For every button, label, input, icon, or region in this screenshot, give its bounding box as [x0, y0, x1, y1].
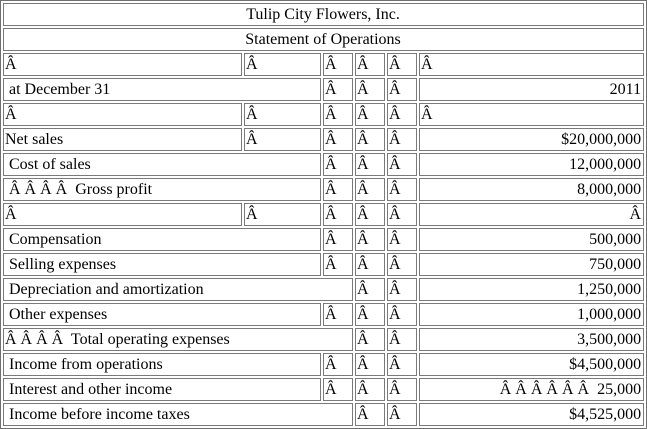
- spacer-cell: Â: [3, 203, 242, 226]
- spacer-cell: Â: [323, 153, 353, 176]
- spacer-cell: Â: [244, 53, 321, 76]
- row-value: 1,000,000: [419, 303, 644, 326]
- spacer-cell: Â: [387, 128, 417, 151]
- spacer-cell: Â: [323, 353, 353, 376]
- spacer-cell: Â: [323, 178, 353, 201]
- row-value: $4,525,000: [419, 403, 644, 426]
- table-row: [3, 53, 644, 76]
- spacer-cell: Â: [244, 103, 321, 126]
- spacer-cell: Â: [387, 278, 417, 301]
- spacer-cell: Â: [419, 103, 644, 126]
- spacer-cell: Â: [355, 103, 385, 126]
- row-value: 12,000,000: [419, 153, 644, 176]
- table-row: [3, 153, 644, 176]
- spacer-cell: Â: [323, 103, 353, 126]
- spacer-cell: Â: [244, 203, 321, 226]
- spacer-cell: Â: [355, 78, 385, 101]
- spacer-cell: Â: [355, 178, 385, 201]
- spacer-cell: Â: [387, 253, 417, 276]
- spacer-cell: Â: [244, 128, 321, 151]
- row-label: Other expenses: [3, 303, 321, 326]
- row-label: Â Â Â Â Total operating expenses: [3, 328, 353, 351]
- spacer-cell: Â: [323, 53, 353, 76]
- table-row: [3, 303, 644, 326]
- spacer-cell: Â: [323, 203, 353, 226]
- spacer-cell: Â: [387, 178, 417, 201]
- row-value: 2011: [419, 78, 644, 101]
- table-subtitle: Statement of Operations: [3, 28, 644, 51]
- spacer-cell: Â: [323, 378, 353, 401]
- table-row: [3, 78, 644, 101]
- row-value: 500,000: [419, 228, 644, 251]
- spacer-cell: Â: [323, 228, 353, 251]
- row-value: Â Â Â Â Â Â 25,000: [419, 378, 644, 401]
- spacer-cell: Â: [3, 103, 242, 126]
- table-row: [3, 28, 644, 51]
- spacer-cell: Â: [355, 228, 385, 251]
- row-label: Income from operations: [3, 353, 321, 376]
- row-value: 1,250,000: [419, 278, 644, 301]
- table-row: [3, 103, 644, 126]
- row-label: Compensation: [3, 228, 321, 251]
- table-row: [3, 328, 644, 351]
- table-row: [3, 228, 644, 251]
- spacer-cell: Â: [323, 253, 353, 276]
- spacer-cell: Â: [355, 278, 385, 301]
- row-label: Selling expenses: [3, 253, 321, 276]
- spacer-cell: Â: [355, 403, 385, 426]
- spacer-cell: Â: [387, 303, 417, 326]
- spacer-cell: Â: [419, 53, 644, 76]
- spacer-cell: Â: [387, 53, 417, 76]
- spacer-cell: Â: [355, 203, 385, 226]
- spacer-cell: Â: [355, 353, 385, 376]
- row-value: 3,500,000: [419, 328, 644, 351]
- table-row: [3, 353, 644, 376]
- spacer-cell: Â: [355, 328, 385, 351]
- spacer-cell: Â: [387, 228, 417, 251]
- row-label: Income before income taxes: [3, 403, 353, 426]
- table-row: [3, 253, 644, 276]
- spacer-cell: Â: [355, 153, 385, 176]
- spacer-cell: Â: [355, 128, 385, 151]
- spacer-cell: Â: [387, 153, 417, 176]
- row-value: $4,500,000: [419, 353, 644, 376]
- table-row: [3, 3, 644, 26]
- table-row: [3, 278, 644, 301]
- spacer-cell: Â: [387, 403, 417, 426]
- spacer-cell: Â: [323, 303, 353, 326]
- spacer-cell: Â: [387, 353, 417, 376]
- spacer-cell: Â: [355, 303, 385, 326]
- spacer-cell: Â: [355, 253, 385, 276]
- row-value: 8,000,000: [419, 178, 644, 201]
- table-title: Tulip City Flowers, Inc.: [3, 3, 644, 26]
- spacer-cell: Â: [387, 78, 417, 101]
- spacer-cell: Â: [387, 103, 417, 126]
- row-label: at December 31: [3, 78, 321, 101]
- row-label: Depreciation and amortization: [3, 278, 353, 301]
- table-row: [3, 128, 644, 151]
- table-row: [3, 203, 644, 226]
- spacer-cell: Â: [323, 128, 353, 151]
- table-row: [3, 178, 644, 201]
- row-value: 750,000: [419, 253, 644, 276]
- spacer-cell: Â: [387, 378, 417, 401]
- row-label: Â Â Â Â Gross profit: [3, 178, 321, 201]
- spacer-cell: Â: [323, 78, 353, 101]
- spacer-cell: Â: [355, 378, 385, 401]
- spacer-cell: Â: [355, 53, 385, 76]
- spacer-cell: Â: [419, 203, 644, 226]
- statement-table-body: [3, 3, 644, 426]
- spacer-cell: Â: [387, 203, 417, 226]
- row-label: Cost of sales: [3, 153, 321, 176]
- spacer-cell: Â: [3, 53, 242, 76]
- row-label: Net sales: [3, 128, 242, 151]
- row-label: Interest and other income: [3, 378, 321, 401]
- row-value: $20,000,000: [419, 128, 644, 151]
- table-row: [3, 378, 644, 401]
- spacer-cell: Â: [387, 328, 417, 351]
